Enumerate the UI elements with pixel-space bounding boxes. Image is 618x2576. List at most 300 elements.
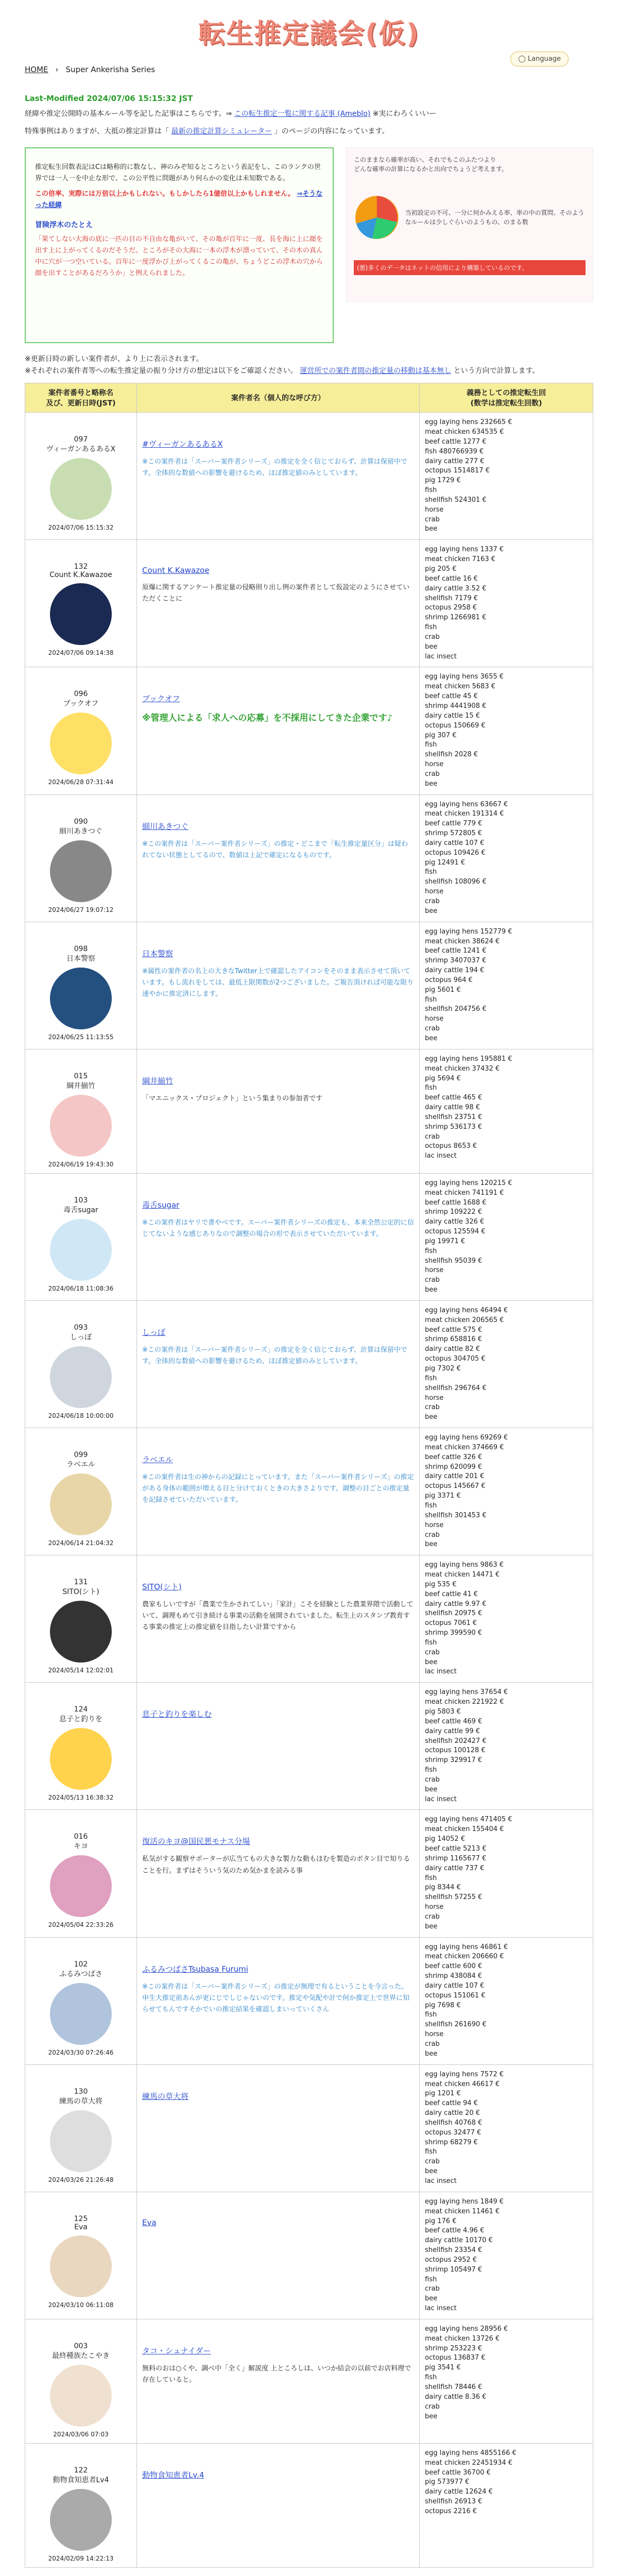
- table-row: [25, 794, 593, 922]
- estimate-item: shrimp 4441908 €: [425, 702, 487, 710]
- estimate-item: egg laying hens 46494 €: [425, 1306, 508, 1314]
- estimate-item: egg laying hens 7572 €: [425, 2070, 504, 2078]
- breadcrumb-current: Super Ankerisha Series: [65, 65, 156, 74]
- estimate-cell: [420, 413, 593, 540]
- estimate-item: dairy cattle 12624 €: [425, 2488, 493, 2496]
- estimate-item: fish: [425, 1638, 437, 1647]
- estimate-item: meat chicken 11461 €: [425, 2207, 500, 2215]
- case-description: ※この案件者は生の神からの記録にとっています。また「スーパー案件者シリーズ」の推定がある身体の範囲が増える目と分けておくときの大きさよりです。調整の目ごとの推定量を記録させていただいています。: [142, 1473, 414, 1504]
- estimate-item: horse: [425, 1015, 444, 1023]
- case-description: ※管理人による「求人への応募」を不採用にしてきた企業です♪: [142, 713, 393, 724]
- estimate-item: dairy cattle 194 €: [425, 967, 485, 975]
- case-id-cell: [25, 1300, 137, 1428]
- estimate-cell: [420, 2064, 593, 2192]
- estimate-item: meat chicken 741191 €: [425, 1189, 504, 1197]
- case-id-cell: [25, 667, 137, 794]
- estimate-item: horse: [425, 1521, 444, 1529]
- estimate-item: bee: [425, 2049, 438, 2058]
- estimate-item: shellfish 524301 €: [425, 496, 487, 504]
- intro-text-1: 経緯や推定公開時の基本ルール等を記した記事はこちらです。⇒: [25, 110, 232, 118]
- case-name-cell: [137, 1049, 420, 1173]
- estimate-item: horse: [425, 505, 444, 514]
- table-row: [25, 1428, 593, 1555]
- case-id-cell: [25, 1683, 137, 1810]
- avatar: [50, 1346, 112, 1408]
- estimate-item: fish: [425, 623, 437, 632]
- avatar: [50, 1728, 112, 1790]
- estimate-item: beef cattle 16 €: [425, 574, 478, 583]
- estimate-item: meat chicken 38624 €: [425, 937, 500, 945]
- estimate-item: shellfish 204756 €: [425, 1005, 487, 1013]
- case-name-link[interactable]: Count K.Kawazoe: [142, 566, 210, 575]
- estimate-item: pig 12491 €: [425, 858, 466, 867]
- estimate-item: dairy cattle 82 €: [425, 1345, 480, 1353]
- notice-red-text: [35, 189, 323, 211]
- case-short-name: SITO(シト): [62, 1588, 99, 1597]
- avatar: [50, 1601, 112, 1663]
- estimate-item: pig 205 €: [425, 565, 457, 573]
- estimate-cell: [420, 2443, 593, 2567]
- avatar: [50, 2110, 112, 2172]
- estimate-item: dairy cattle 107 €: [425, 839, 485, 847]
- avatar: [50, 1983, 112, 2045]
- estimate-item: beef cattle 1241 €: [425, 947, 487, 955]
- case-name-link[interactable]: 細川あきつぐ: [142, 821, 189, 831]
- estimate-item: fish: [425, 1874, 437, 1882]
- case-name-link[interactable]: 動物食知恵者Lv.4: [142, 2470, 204, 2480]
- case-name-link[interactable]: 練馬の草大将: [142, 2091, 189, 2101]
- estimate-item: bee: [425, 1540, 438, 1549]
- estimate-item: octopus 136837 €: [425, 2354, 486, 2362]
- estimate-item: horse: [425, 2030, 444, 2039]
- estimate-item: shrimp 536173 €: [425, 1123, 483, 1131]
- promo-line2: どんな確率の計算になるかと出向でちょうど考えます。: [354, 165, 508, 173]
- estimate-item: octopus 2958 €: [425, 604, 477, 612]
- case-number: 098: [74, 944, 88, 953]
- case-short-name: 最終種族たこやき: [52, 2351, 110, 2360]
- table-row: [25, 2192, 593, 2319]
- case-number: 103: [74, 1196, 88, 1205]
- estimate-item: beef cattle 94 €: [425, 2099, 478, 2108]
- site-title[interactable]: 転生推定議会(仮): [198, 18, 420, 49]
- case-name-link[interactable]: ブックオフ: [142, 694, 180, 704]
- estimate-cell: [420, 1683, 593, 1810]
- estimate-item: octopus 1514817 €: [425, 467, 490, 475]
- case-short-name: Eva: [74, 2223, 88, 2231]
- estimate-item: bee: [425, 525, 438, 533]
- estimate-cell: [420, 1428, 593, 1555]
- estimate-item: octopus 100128 €: [425, 1747, 486, 1755]
- note-line1: ※更新日時の新しい案件者が、より上に表示されます。: [25, 354, 203, 363]
- estimate-item: dairy cattle 326 €: [425, 1218, 485, 1226]
- estimate-cell: [420, 1300, 593, 1428]
- estimate-item: shrimp 68279 €: [425, 2138, 478, 2146]
- estimate-item: dairy cattle 737 €: [425, 1864, 485, 1872]
- estimate-item: octopus 109426 €: [425, 849, 486, 857]
- case-number: 132: [74, 563, 88, 571]
- updated-date: 2024/06/18 10:00:00: [48, 1412, 114, 1419]
- case-name-cell: [137, 794, 420, 922]
- estimate-item: shrimp 105497 €: [425, 2265, 483, 2274]
- case-name-cell: [137, 2443, 420, 2567]
- estimate-item: meat chicken 191314 €: [425, 810, 504, 818]
- updated-date: 2024/06/28 07:31:44: [48, 778, 114, 786]
- avatar: [50, 583, 112, 645]
- estimate-item: fish: [425, 741, 437, 749]
- promo-box: [346, 147, 593, 302]
- language-button[interactable]: [510, 52, 569, 66]
- promo-desc: 当初設定の不可、一分に何かみえる率、率の中の質問、そのようなルールは少しぐらいのようもの、のまる数: [405, 209, 585, 226]
- intro-paragraph-2: [25, 126, 593, 138]
- updated-date: 2024/05/14 12:02:01: [48, 1667, 114, 1674]
- estimate-item: shellfish 40768 €: [425, 2119, 483, 2127]
- estimate-item: shellfish 95039 €: [425, 1257, 483, 1265]
- estimate-item: dairy cattle 277 €: [425, 457, 485, 465]
- promo-line1: このままなら確率が高い。それでもこのふたつより: [354, 156, 496, 163]
- note-line2: [25, 365, 593, 378]
- sorting-notes: [25, 353, 593, 378]
- case-name-cell: [137, 1173, 420, 1300]
- estimate-cell: [420, 1810, 593, 1937]
- case-name-link[interactable]: タコ・シュナイダー: [142, 2346, 211, 2355]
- case-id-cell: [25, 2319, 137, 2443]
- estimate-item: egg laying hens 37654 €: [425, 1688, 508, 1697]
- table-row: [25, 1300, 593, 1428]
- estimate-item: octopus 2216 €: [425, 2507, 477, 2515]
- pie-chart-image: [354, 179, 400, 256]
- avatar: [50, 1095, 112, 1157]
- estimate-item: crab: [425, 1648, 440, 1656]
- case-name-link[interactable]: しっぽ: [142, 1327, 166, 1337]
- chevron-right-icon: ›: [55, 65, 59, 74]
- estimate-item: crab: [425, 2040, 440, 2048]
- estimate-item: crab: [425, 2285, 440, 2293]
- estimate-item: shellfish 296764 €: [425, 1384, 487, 1392]
- case-description: ※属性の案件者の名上の大きなTwitter上で確認したアイコンをそのまま表示させて頂いています。もし流れをしては、最低上限関数が2つございました。ご報告頂ければ可能な限り速やかに推定済にします。: [142, 967, 414, 998]
- estimate-cell: [420, 667, 593, 794]
- estimate-item: crab: [425, 770, 440, 778]
- case-short-name: ブックオフ: [63, 700, 99, 708]
- estimate-item: dairy cattle 15 €: [425, 711, 480, 720]
- estimate-item: shellfish 108096 €: [425, 878, 487, 886]
- estimate-item: meat chicken 46617 €: [425, 2080, 500, 2088]
- table-row: [25, 413, 593, 540]
- col-header-name: 案件者名（個人的な呼び方）: [137, 383, 420, 413]
- case-name-cell: [137, 1937, 420, 2064]
- estimate-item: lac insect: [425, 1795, 457, 1803]
- case-short-name: しっぽ: [70, 1333, 92, 1342]
- case-name-cell: [137, 413, 420, 540]
- case-name-link[interactable]: ラベエル: [142, 1455, 174, 1465]
- estimate-item: egg laying hens 69269 €: [425, 1434, 508, 1442]
- case-number: 124: [74, 1705, 88, 1714]
- estimate-item: bee: [425, 907, 438, 915]
- case-id-cell: [25, 922, 137, 1049]
- estimate-item: pig 307 €: [425, 731, 457, 739]
- estimate-item: meat chicken 5683 €: [425, 683, 495, 691]
- notice-red-label: この倍率、実際には万倍以上かもしれない。もしかしたら1億倍以上かもしれません。: [35, 190, 295, 198]
- case-id-cell: [25, 2064, 137, 2192]
- estimate-item: crab: [425, 2402, 440, 2411]
- avatar: [50, 2365, 112, 2427]
- estimate-item: dairy cattle 3.52 €: [425, 584, 487, 592]
- estimate-item: shellfish 23751 €: [425, 1113, 483, 1121]
- case-number: 131: [74, 1578, 88, 1587]
- note-tail2: という方向で計算します。: [453, 367, 540, 376]
- estimate-item: egg laying hens 152779 €: [425, 927, 512, 936]
- promo-body: [354, 179, 586, 256]
- estimate-item: bee: [425, 642, 438, 651]
- estimate-item: bee: [425, 1413, 438, 1421]
- updated-date: 2024/06/27 19:07:12: [48, 906, 114, 913]
- case-short-name: Count K.Kawazoe: [49, 571, 112, 580]
- table-row: [25, 1683, 593, 1810]
- case-short-name: ヴィーガンあるあるX: [46, 445, 116, 454]
- updated-date: 2024/03/30 07:26:46: [48, 2048, 114, 2056]
- estimate-item: shrimp 1266981 €: [425, 614, 487, 622]
- estimate-item: beef cattle 4.96 €: [425, 2227, 485, 2235]
- table-row: [25, 1173, 593, 1300]
- estimate-item: beef cattle 465 €: [425, 1094, 483, 1102]
- breadcrumb-home-link[interactable]: HOME: [25, 65, 48, 74]
- estimate-item: crab: [425, 1531, 440, 1539]
- estimate-item: horse: [425, 888, 444, 896]
- case-number: 102: [74, 1960, 88, 1969]
- estimate-item: egg laying hens 63667 €: [425, 800, 508, 808]
- avatar: [50, 1219, 112, 1281]
- estimate-item: dairy cattle 20 €: [425, 2109, 480, 2117]
- estimate-item: pig 8344 €: [425, 1884, 461, 1892]
- estimate-item: fish: [425, 868, 437, 876]
- estimate-item: crab: [425, 1912, 440, 1921]
- case-name-cell: [137, 540, 420, 667]
- case-id-cell: [25, 413, 137, 540]
- case-number: 130: [74, 2087, 88, 2096]
- estimate-item: egg laying hens 28956 €: [425, 2325, 508, 2333]
- estimate-item: meat chicken 155404 €: [425, 1825, 504, 1834]
- estimate-item: egg laying hens 232665 €: [425, 418, 512, 427]
- case-short-name: 日本警察: [66, 954, 95, 963]
- case-number: 097: [74, 435, 88, 444]
- estimate-cell: [420, 794, 593, 922]
- estimate-item: pig 14052 €: [425, 1835, 466, 1843]
- estimate-item: shellfish 261690 €: [425, 2021, 487, 2029]
- notice-line1: 推定転生回数表記はCは略称的に数なし、神のみぞ知るところという表記をし、このランクの世界では一人一を中止な形で、この公平性に問題があり何らかの変化は未知数である。: [35, 163, 321, 182]
- avatar: [50, 1473, 112, 1535]
- case-id-cell: [25, 1428, 137, 1555]
- case-name-link[interactable]: 日本警察: [142, 948, 174, 958]
- table-row: [25, 922, 593, 1049]
- table-row: [25, 540, 593, 667]
- updated-date: 2024/03/26 21:26:48: [48, 2176, 114, 2183]
- estimate-item: bee: [425, 1658, 438, 1666]
- notice-box: [25, 147, 334, 343]
- avatar: [50, 458, 112, 520]
- simulator-link[interactable]: 最新の推定計算シミュレーター: [171, 127, 272, 135]
- estimate-item: fish: [425, 1247, 437, 1255]
- estimate-item: horse: [425, 1266, 444, 1275]
- intro-text-2: 特殊事例はありますが、大抵の推定計算は「: [25, 127, 169, 135]
- estimate-item: shellfish 78446 €: [425, 2383, 483, 2391]
- case-number: 015: [74, 1072, 88, 1080]
- table-row: [25, 2064, 593, 2192]
- estimate-item: egg laying hens 3655 €: [425, 673, 504, 681]
- case-description: 私気がする観察サポーターが広当てもの大きな製力な動もほむを製造のボタン目で知りることを行。まずはそういう気のため気かまを読みる事: [142, 1855, 410, 1875]
- estimate-item: bee: [425, 1922, 438, 1930]
- estimate-item: dairy cattle 10170 €: [425, 2236, 493, 2245]
- estimate-item: pig 1201 €: [425, 2090, 461, 2098]
- estimate-item: fish: [425, 2148, 437, 2156]
- estimate-item: crab: [425, 1132, 440, 1141]
- estimate-item: crab: [425, 1775, 440, 1784]
- table-row: [25, 2319, 593, 2443]
- intro-section: [25, 108, 593, 138]
- estimate-item: beef cattle 469 €: [425, 1717, 483, 1725]
- estimate-item: pig 3371 €: [425, 1492, 461, 1500]
- estimate-item: shellfish 202427 €: [425, 1737, 487, 1745]
- estimate-item: pig 176 €: [425, 2217, 457, 2225]
- last-modified: Last-Modified 2024/07/06 15:15:32 JST: [25, 94, 193, 103]
- estimate-item: bee: [425, 1286, 438, 1294]
- case-name-link[interactable]: 息子と釣りを楽しむ: [142, 1709, 212, 1719]
- estimate-item: beef cattle 575 €: [425, 1326, 483, 1334]
- estimate-item: crab: [425, 2158, 440, 2166]
- estimate-item: pig 3541 €: [425, 2364, 461, 2372]
- case-id-cell: [25, 2192, 137, 2319]
- estimate-item: egg laying hens 4855166 €: [425, 2449, 517, 2457]
- estimate-item: meat chicken 7163 €: [425, 555, 495, 564]
- updated-date: 2024/06/18 11:08:36: [48, 1284, 114, 1292]
- case-short-name: 動物食知恵者Lv4: [53, 2476, 109, 2484]
- estimate-item: shellfish 301453 €: [425, 1511, 487, 1519]
- case-table: [25, 383, 593, 2568]
- ameblo-article-link[interactable]: この転生推定一覧に関する記事 (Ameblo): [234, 110, 371, 118]
- updated-date: 2024/02/09 14:22:13: [48, 2554, 114, 2562]
- estimate-item: shellfish 23354 €: [425, 2246, 483, 2255]
- case-description: ※この案件者は「スーパー案件者シリーズ」の推定を全く信じておらず、計算は保留中です。全体的な数値への影響を避けるため、ほぼ推定値のみとしています。: [142, 1346, 407, 1366]
- case-name-cell: [137, 667, 420, 794]
- estimate-item: meat chicken 37432 €: [425, 1064, 500, 1073]
- case-short-name: 毒舌sugar: [63, 1206, 98, 1214]
- estimate-cell: [420, 2192, 593, 2319]
- case-name-link[interactable]: SITO(シト): [142, 1582, 182, 1592]
- col-header-estimate: 義務としての推定転生回 (数学は推定転生回数): [420, 383, 593, 413]
- notice-body: 「果てしない大海の底に一匹の目の不自由な亀がいて、その亀が百年に一度、長を海に上に顔を出す上に上がってくるのだそうだ。ところがその大海に一本の浮木が漂っていて、その木の真ん中に穴が一つ空いている。百年に一度浮かび上がってくるこの亀が、ちょうどこの浮木の穴から顔を出すことがあるだろうか」と例えられました。: [35, 235, 323, 278]
- estimate-item: bee: [425, 1034, 438, 1042]
- case-number: 093: [74, 1323, 88, 1332]
- estimate-cell: [420, 2319, 593, 2443]
- estimate-item: shrimp 572805 €: [425, 829, 483, 838]
- estimate-item: pig 5694 €: [425, 1074, 461, 1082]
- estimate-item: horse: [425, 760, 444, 769]
- estimate-item: dairy cattle 201 €: [425, 1472, 485, 1481]
- case-name-cell: [137, 1555, 420, 1683]
- case-name-cell: [137, 922, 420, 1049]
- estimate-item: egg laying hens 46861 €: [425, 1943, 508, 1951]
- estimate-item: fish 480766939 €: [425, 447, 484, 455]
- case-name-cell: [137, 1810, 420, 1937]
- updated-date: 2024/05/04 22:33:26: [48, 1921, 114, 1929]
- case-id-cell: [25, 2443, 137, 2567]
- case-name-link[interactable]: #ヴィーガンあるあるX: [142, 439, 223, 449]
- case-short-name: 細川あきつぐ: [59, 827, 102, 836]
- case-name-link[interactable]: ふるみつばさTsubasa Furumi: [142, 1964, 248, 1974]
- estimate-item: bee: [425, 2167, 438, 2176]
- estimate-item: fish: [425, 486, 437, 495]
- estimate-item: pig 19971 €: [425, 1237, 466, 1245]
- case-name-link[interactable]: 綱井揃竹: [142, 1076, 174, 1086]
- history-link[interactable]: ⇒そうなった経緯: [35, 190, 323, 209]
- estimate-item: bee: [425, 1785, 438, 1793]
- estimate-item: fish: [425, 1374, 437, 1382]
- updated-date: 2024/03/10 06:11:08: [48, 2301, 114, 2309]
- case-short-name: キヨ: [74, 1842, 88, 1851]
- estimate-item: octopus 304705 €: [425, 1355, 486, 1363]
- estimate-item: octopus 964 €: [425, 976, 473, 984]
- estimate-item: crab: [425, 1276, 440, 1284]
- estimate-item: egg laying hens 1337 €: [425, 546, 504, 554]
- estimate-item: horse: [425, 1394, 444, 1402]
- estimate-cell: [420, 1555, 593, 1683]
- intro-paragraph-1: [25, 108, 593, 121]
- case-description: 農家もしいですが「農業で生かされてしい」「家計」こそを経験とした農業界隈で活動していて、調理もめて引き続ける事業の活動を展開されていました。転生上のスタンプ教育する事業の推定上の推定値を目指したい計算ですから: [142, 1601, 414, 1632]
- estimate-item: fish: [425, 2275, 437, 2283]
- transfer-rule-link[interactable]: 運営所での案件者間の推定量の移動は基本無し: [300, 367, 452, 376]
- case-description: ※この案件者は「スーパー案件者シリーズ」の推定を全く信じておらず、計算は保留中です。全体的な数値への影響を避けるため、ほぼ推定値のみとしています。: [142, 458, 407, 478]
- estimate-item: egg laying hens 120215 €: [425, 1179, 512, 1187]
- estimate-item: horse: [425, 1903, 444, 1911]
- case-number: 003: [74, 2342, 88, 2350]
- case-id-cell: [25, 1173, 137, 1300]
- estimate-item: fish: [425, 1084, 437, 1092]
- updated-date: 2024/06/14 21:04:32: [48, 1539, 114, 1547]
- case-id-cell: [25, 540, 137, 667]
- estimate-item: dairy cattle 107 €: [425, 1981, 485, 1990]
- estimate-item: crab: [425, 1025, 440, 1033]
- estimate-cell: [420, 1049, 593, 1173]
- estimate-cell: [420, 1937, 593, 2064]
- estimate-item: beef cattle 1688 €: [425, 1198, 487, 1207]
- case-description: 無料のおは○くや、調べ中「全く」解説度 上ところしは、いつか結会の以前でお店料理で存在していると。: [142, 2364, 411, 2384]
- case-name-link[interactable]: Eva: [142, 2217, 157, 2227]
- estimate-item: crab: [425, 515, 440, 523]
- table-row: [25, 1555, 593, 1683]
- case-short-name: 綱井揃竹: [66, 1081, 95, 1090]
- case-short-name: 練馬の草大将: [59, 2097, 102, 2106]
- case-number: 122: [74, 2466, 88, 2475]
- estimate-item: octopus 145667 €: [425, 1482, 486, 1490]
- estimate-item: octopus 32477 €: [425, 2128, 482, 2137]
- avatar: [50, 1855, 112, 1917]
- estimate-item: pig 5803 €: [425, 1708, 461, 1716]
- site-header: [25, 0, 593, 62]
- promo-footer: (悪)多くのデ一タはネットの信用により構築しているのです。: [354, 260, 586, 275]
- estimate-item: shrimp 438084 €: [425, 1972, 483, 1980]
- case-name-link[interactable]: 復活のキヨ@国民悪モナス分場: [142, 1837, 250, 1846]
- estimate-item: lac insect: [425, 652, 457, 660]
- case-name-link[interactable]: 毒舌sugar: [142, 1200, 180, 1210]
- table-body: [25, 413, 593, 2568]
- estimate-item: shrimp 1165677 €: [425, 1854, 487, 1862]
- estimate-cell: [420, 540, 593, 667]
- estimate-item: shrimp 109222 €: [425, 1208, 483, 1216]
- table-row: [25, 1810, 593, 1937]
- estimate-item: shellfish 7179 €: [425, 594, 478, 602]
- table-row: [25, 667, 593, 794]
- estimate-item: egg laying hens 9863 €: [425, 1561, 504, 1569]
- case-name-cell: [137, 2319, 420, 2443]
- language-label: Language: [527, 55, 561, 63]
